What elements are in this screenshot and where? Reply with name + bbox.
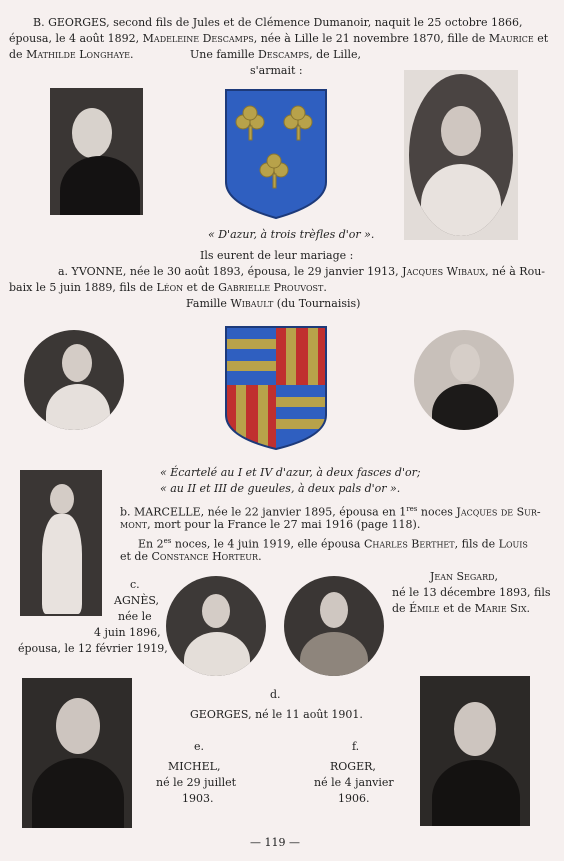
agnes-born: née le xyxy=(118,610,152,623)
wibault-arms-motto-2: « au II et III de gueules, à deux pals d'or ». xyxy=(160,482,401,495)
roger-portrait-photo xyxy=(420,676,530,826)
quarter-2 xyxy=(276,327,326,385)
jacques-wibaux-portrait-photo xyxy=(414,330,514,430)
wibault-family-line: Famille Wibault (du Tournaisis) xyxy=(186,297,361,310)
quarter-4-fess-2 xyxy=(276,419,326,429)
children-intro: Ils eurent de leur mariage : xyxy=(200,249,354,262)
agnes-name: AGNÈS, xyxy=(114,594,160,607)
quarter-2-pale-1 xyxy=(286,327,296,385)
marcelle-line-1: b. MARCELLE, née le 22 janvier 1895, épousa en 1res noces Jacques de Sur- xyxy=(120,505,541,519)
portrait-suit xyxy=(60,156,140,215)
descamps-family-line: Une famille Descamps, de Lille, xyxy=(190,48,361,61)
roger-year: 1906. xyxy=(338,792,370,805)
agnes-date: 4 juin 1896, xyxy=(94,626,161,639)
portrait-suit xyxy=(432,384,498,430)
quarter-3-pale-1 xyxy=(236,385,246,453)
agnes-letter: c. xyxy=(130,578,140,591)
georges-child-letter: d. xyxy=(270,688,281,701)
michel-letter: e. xyxy=(194,740,205,753)
madeleine-portrait-photo xyxy=(404,70,518,240)
michel-year: 1903. xyxy=(182,792,214,805)
intro-line-1: B. GEORGES, second fils de Jules et de Clémence Dumanoir, naquit le 25 octobre 1866, xyxy=(33,16,523,29)
wibault-arms-motto-1: « Écartelé au I et IV d'azur, à deux fasces d'or; xyxy=(160,466,421,479)
shield-quarters xyxy=(226,327,326,453)
portrait-face xyxy=(62,344,92,382)
yvonne-line-2: baix le 5 juin 1889, fils de Léon et de Gabrielle Prouvost. xyxy=(9,281,327,294)
intro-line-3: de Mathilde Longhaye. xyxy=(9,48,134,61)
portrait-face xyxy=(202,594,230,628)
marcelle-line-3: En $2^{es}$ noces, le 4 juin 1919, elle épousa Charles Berthet, fils de Louis xyxy=(138,537,528,551)
wibault-coat-of-arms xyxy=(222,323,330,453)
quarter-3 xyxy=(226,385,276,453)
georges-child-text: GEORGES, né le 11 août 1901. xyxy=(190,708,363,721)
portrait-face xyxy=(56,698,100,754)
quarter-1 xyxy=(226,327,276,385)
portrait-suit xyxy=(32,758,124,828)
quarter-4-fess-1 xyxy=(276,397,326,407)
portrait-dress xyxy=(184,632,250,676)
portrait-dress xyxy=(46,384,110,430)
marcelle-line-4: et de Constance Horteur. xyxy=(120,550,262,563)
yvonne-line-1: a. YVONNE, née le 30 août 1893, épousa, le 29 janvier 1913, Jacques Wibaux, né à Rou- xyxy=(58,265,546,278)
agnes-married: épousa, le 12 février 1919, xyxy=(18,642,168,655)
segard-name: Jean Segard, xyxy=(430,570,499,583)
portrait-face xyxy=(454,702,496,756)
portrait-dress xyxy=(42,514,82,614)
portrait-face xyxy=(72,108,112,158)
agnes-portrait-photo xyxy=(166,576,266,676)
yvonne-portrait-photo xyxy=(24,330,124,430)
page-number: — 119 — xyxy=(250,836,300,849)
descamps-arms-motto: « D'azur, à trois trèfles d'or ». xyxy=(208,228,375,241)
jean-segard-portrait-photo xyxy=(284,576,384,676)
portrait-face xyxy=(320,592,348,628)
roger-born: né le 4 janvier xyxy=(314,776,394,789)
quarter-1-fess-1 xyxy=(226,339,276,349)
michel-born: né le 29 juillet xyxy=(156,776,237,789)
descamps-coat-of-arms xyxy=(222,86,330,222)
portrait-uniform xyxy=(300,632,368,676)
portrait-face xyxy=(441,106,481,156)
segard-born: né le 13 décembre 1893, fils xyxy=(392,586,551,599)
georges-portrait-photo xyxy=(50,88,143,215)
marcelle-line-2: mont, mort pour la France le 27 mai 1916 (page 118). xyxy=(120,518,421,531)
portrait-suit xyxy=(432,760,520,826)
segard-parents: de Émile et de Marie Six. xyxy=(392,602,531,615)
portrait-face xyxy=(450,344,480,382)
quarter-1-fess-2 xyxy=(226,361,276,371)
quarter-2-pale-2 xyxy=(308,327,318,385)
portrait-face xyxy=(50,484,74,514)
roger-letter: f. xyxy=(352,740,360,753)
portrait-dress xyxy=(421,164,501,236)
intro-line-2: épousa, le 4 août 1892, Madeleine Descamps, née à Lille le 21 novembre 1870, fille de Maurice et xyxy=(9,32,549,45)
quarter-3-pale-2 xyxy=(258,385,268,453)
michel-name: MICHEL, xyxy=(168,760,221,773)
arms-intro: s'armait : xyxy=(250,64,303,77)
roger-name: ROGER, xyxy=(330,760,376,773)
michel-portrait-photo xyxy=(22,678,132,828)
marcelle-portrait-photo xyxy=(20,470,102,616)
madeleine-oval-frame xyxy=(409,74,513,236)
